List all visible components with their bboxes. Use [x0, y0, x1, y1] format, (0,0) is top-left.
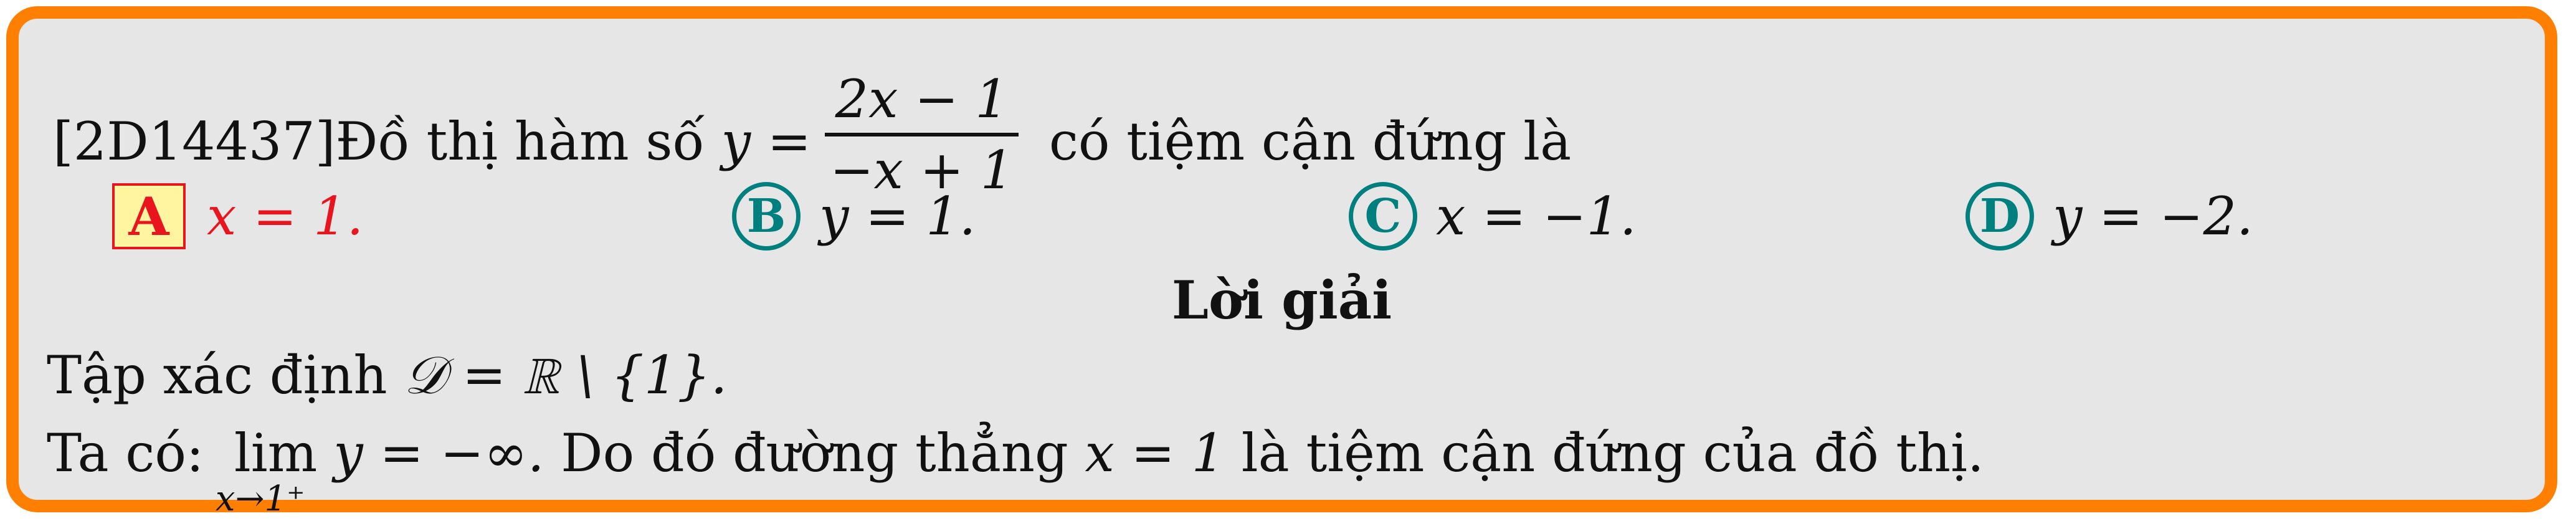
choice-a-badge: A — [112, 183, 186, 249]
fraction-denominator: −x + 1 — [830, 140, 1014, 201]
choice-b-text: y = 1. — [819, 186, 976, 247]
solution-heading: Lời giải — [1171, 269, 1392, 331]
question-card — [6, 6, 2557, 519]
choice-c[interactable] — [1349, 182, 1637, 251]
limit-value: y = −∞. — [333, 423, 544, 484]
choice-d-badge: D — [1965, 182, 2034, 251]
choice-a[interactable] — [112, 182, 363, 251]
question-prompt-end: có tiệm cận đứng là — [1032, 111, 1572, 172]
choice-d-text: y = −2. — [2053, 186, 2253, 247]
limit-operator — [215, 423, 318, 519]
line2-middle: Do đó đường thẳng — [544, 423, 1085, 484]
choice-c-badge: C — [1349, 182, 1417, 251]
domain-prefix: Tập xác định — [47, 345, 404, 406]
question-code: [2D14437] — [53, 111, 336, 172]
question-prompt: Đồ thị hàm số — [335, 111, 721, 172]
choice-b-badge: B — [732, 182, 801, 251]
choice-b[interactable] — [732, 182, 976, 251]
solution-line-2 — [47, 423, 1984, 519]
fraction-numerator: 2x − 1 — [825, 73, 1019, 136]
solution-line-1 — [47, 345, 728, 406]
line2-prefix: Ta có: — [47, 423, 221, 484]
choice-d[interactable] — [1965, 182, 2253, 251]
function-fraction — [825, 69, 1019, 201]
domain-math: 𝒟 = ℝ \ {1}. — [404, 345, 728, 406]
function-lhs: y = — [721, 111, 812, 172]
choice-c-text: x = −1. — [1436, 186, 1637, 247]
limit-word: lim — [234, 423, 318, 484]
asymptote-equation: x = 1 — [1085, 423, 1225, 484]
line2-suffix: là tiệm cận đứng của đồ thị. — [1225, 423, 1984, 484]
limit-subscript: x→1⁺ — [215, 479, 305, 519]
choice-a-text: x = 1. — [207, 186, 364, 247]
